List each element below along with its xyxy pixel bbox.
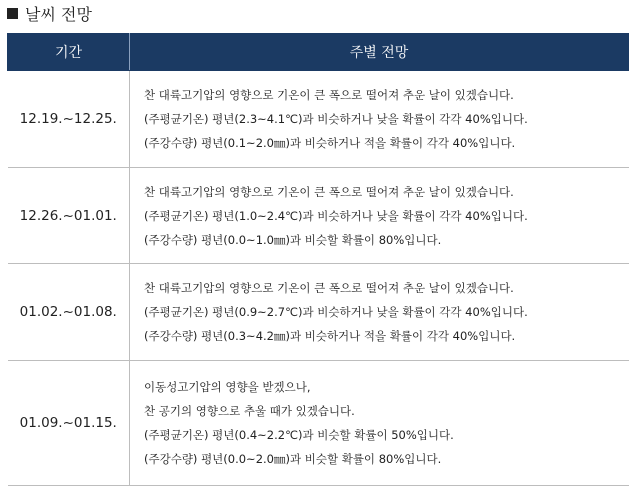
- forecast-line: 찬 대륙고기압의 영향으로 기온이 큰 폭으로 떨어져 추운 날이 있겠습니다.: [144, 281, 514, 295]
- forecast-cell: [130, 361, 629, 486]
- period-cell: 12.26.~01.01.: [8, 168, 130, 264]
- forecast-line: (주강수량) 평년(0.0~2.0㎜)과 비슷할 확률이 80%입니다.: [144, 452, 442, 466]
- forecast-cell: [130, 264, 629, 361]
- square-bullet-icon: [7, 8, 18, 19]
- section-title: 날씨 전망: [25, 4, 92, 24]
- weather-forecast-table: [7, 33, 629, 486]
- forecast-line: (주평균기온) 평년(2.3~4.1℃)과 비슷하거나 낮을 확률이 각각 40%입니다.: [144, 112, 528, 126]
- table-row: [8, 71, 629, 168]
- forecast-line: (주평균기온) 평년(0.4~2.2℃)과 비슷할 확률이 50%입니다.: [144, 428, 454, 442]
- period-cell: 12.19.~12.25.: [8, 71, 130, 168]
- forecast-line: (주강수량) 평년(0.0~1.0㎜)과 비슷할 확률이 80%입니다.: [144, 232, 442, 247]
- forecast-cell: [130, 168, 629, 264]
- forecast-line: 찬 공기의 영향으로 추울 때가 있겠습니다.: [144, 404, 355, 418]
- forecast-line: 찬 대륙고기압의 영향으로 기온이 큰 폭으로 떨어져 추운 날이 있겠습니다.: [144, 184, 514, 199]
- forecast-line: (주강수량) 평년(0.3~4.2㎜)과 비슷하거나 적을 확률이 각각 40%입니다.: [144, 329, 516, 343]
- forecast-line: (주강수량) 평년(0.1~2.0㎜)과 비슷하거나 적을 확률이 각각 40%입니다.: [144, 136, 516, 150]
- table-row: [8, 264, 629, 361]
- table-row: [8, 168, 629, 264]
- forecast-column-header: 주별 전망: [130, 34, 629, 71]
- forecast-line: (주평균기온) 평년(1.0~2.4℃)과 비슷하거나 낮을 확률이 각각 40%입니다.: [144, 208, 528, 223]
- forecast-line: (주평균기온) 평년(0.9~2.7℃)과 비슷하거나 낮을 확률이 각각 40%입니다.: [144, 305, 528, 319]
- table-row: [8, 361, 629, 486]
- period-cell: 01.02.~01.08.: [8, 264, 130, 361]
- table-header-row: [8, 34, 629, 71]
- period-cell: 01.09.~01.15.: [8, 361, 130, 486]
- forecast-line: 이동성고기압의 영향을 받겠으나,: [144, 380, 311, 394]
- forecast-cell: [130, 71, 629, 168]
- period-column-header: 기간: [8, 34, 130, 71]
- section-heading: [6, 0, 92, 26]
- forecast-line: 찬 대륙고기압의 영향으로 기온이 큰 폭으로 떨어져 추운 날이 있겠습니다.: [144, 88, 514, 102]
